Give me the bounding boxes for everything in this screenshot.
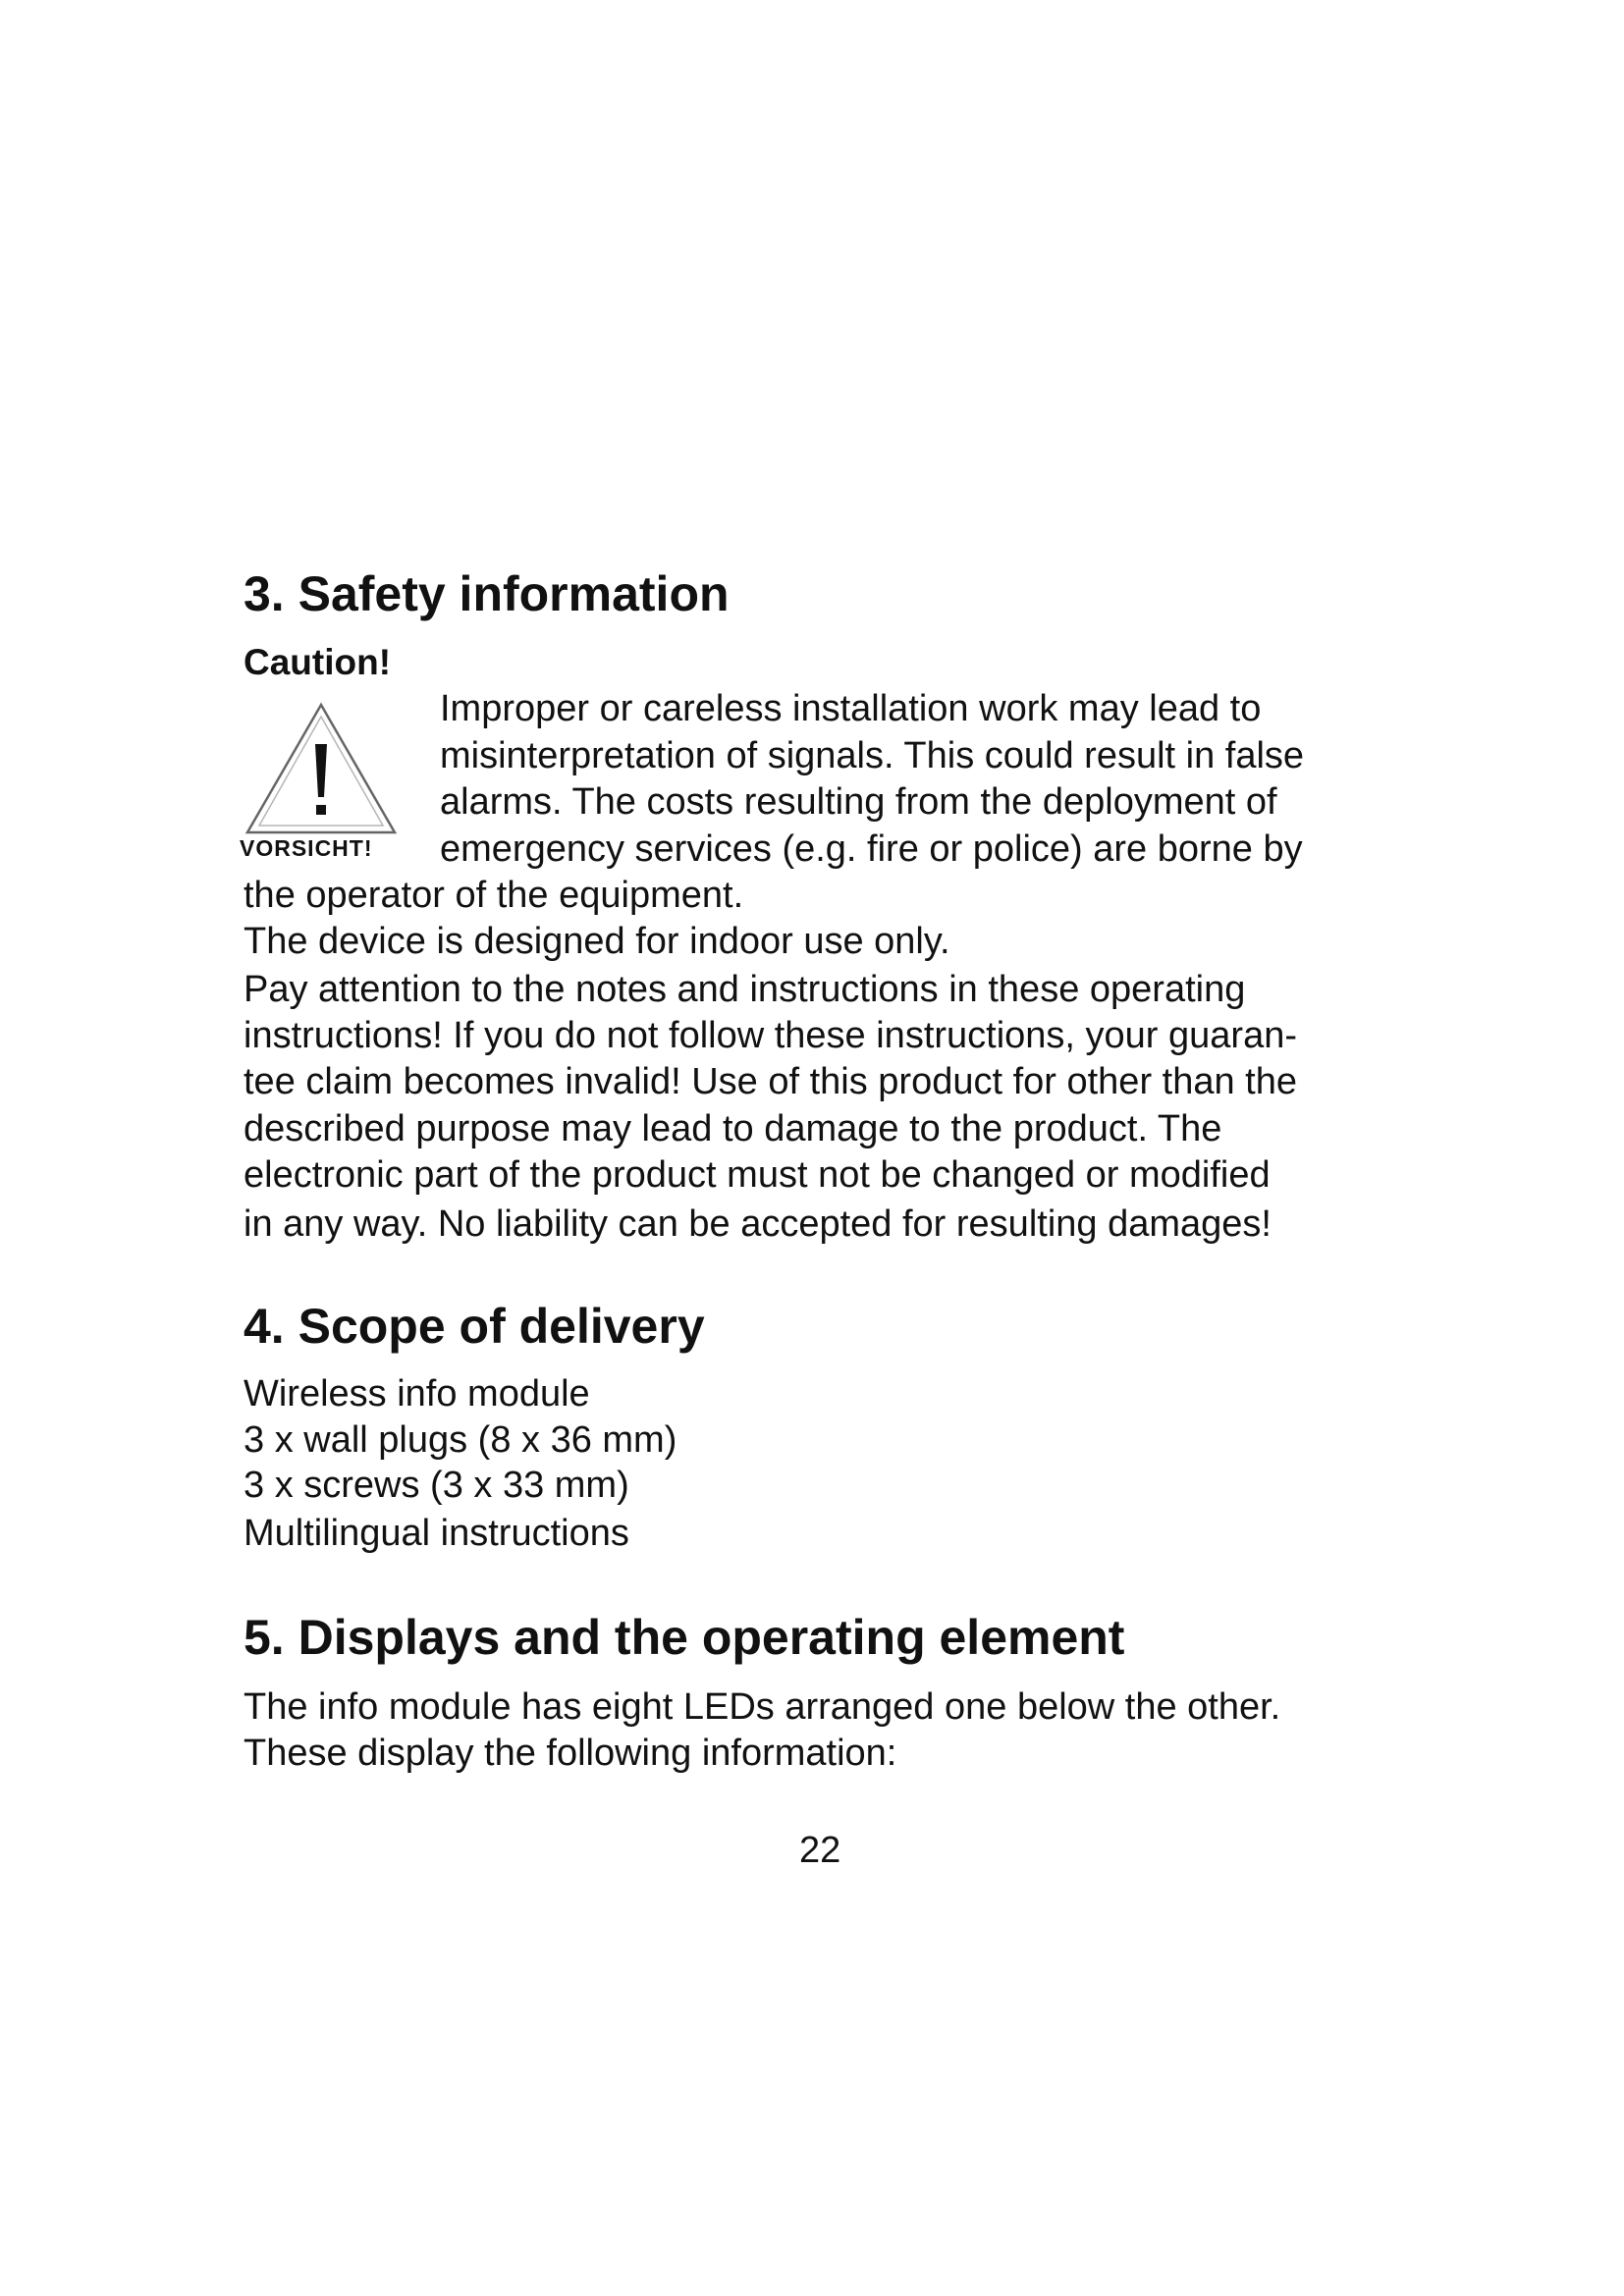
paragraph-line: emergency services (e.g. fire or police) are borne by [440,828,1303,870]
paragraph-line: misinterpretation of signals. This could result in false [440,735,1305,776]
vorsicht-label: VORSICHT! [240,835,373,861]
paragraph-line: The info module has eight LEDs arranged one below the other. [244,1686,1281,1728]
list-item: 3 x screws (3 x 33 mm) [244,1465,629,1506]
warning-block [240,697,403,864]
paragraph-line: instructions! If you do not follow these instructions, your guaran- [244,1015,1297,1056]
paragraph-line: described purpose may lead to damage to the product. The [244,1108,1222,1149]
paragraph-line: alarms. The costs resulting from the deployment of [440,781,1277,823]
paragraph-line: the operator of the equipment. [244,875,744,916]
list-item: Multilingual instructions [244,1513,629,1554]
section-4-heading: 4. Scope of delivery [244,1299,705,1354]
paragraph-line: The device is designed for indoor use only. [244,921,950,962]
paragraph-line: tee claim becomes invalid! Use of this product for other than the [244,1061,1297,1102]
list-item: 3 x wall plugs (8 x 36 mm) [244,1419,677,1461]
warning-triangle-icon [240,697,403,839]
section-5-heading: 5. Displays and the operating element [244,1610,1125,1665]
paragraph-line: electronic part of the product must not be changed or modified [244,1154,1271,1196]
section-3-heading: 3. Safety information [244,566,730,621]
paragraph-line: These display the following information: [244,1733,897,1774]
page-number: 22 [799,1830,841,1871]
paragraph-line: Improper or careless installation work may lead to [440,688,1262,729]
list-item: Wireless info module [244,1373,590,1415]
caution-label: Caution! [244,642,392,682]
paragraph-line: Pay attention to the notes and instructions in these operating [244,969,1246,1010]
paragraph-line: in any way. No liability can be accepted for resulting damages! [244,1203,1272,1245]
